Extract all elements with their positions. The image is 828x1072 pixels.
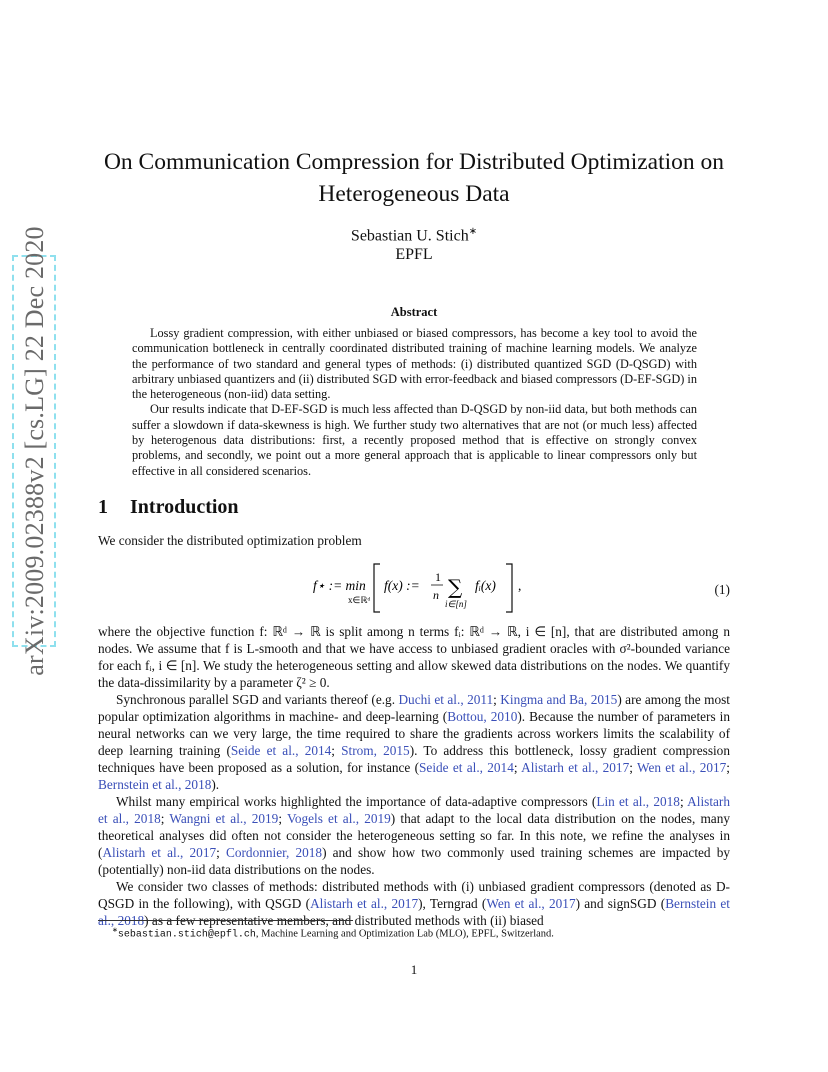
intro-body [98,623,730,929]
text-run: ) and signSGD ( [575,896,666,911]
eq-min-subscript: x∈ℝᵈ [348,595,371,605]
equation-graphic [98,560,730,616]
eq-left-bracket [374,564,380,612]
text-run: ), Terngrad ( [418,896,487,911]
eq-term: fᵢ(x) [475,578,496,593]
abstract-body [132,326,697,479]
citation-link[interactable]: Wen et al., 2017 [636,760,727,775]
citation-link[interactable]: Alistarh et al., 2017 [521,760,630,775]
footnote [112,926,554,941]
text-run: ) and show how two commonly used training schemes are impacted by (potentially) non-iid data distributions on the nodes. [98,845,731,877]
paragraph-parallel-sgd [98,691,730,793]
citation-link[interactable]: Vogels et al., 2019 [286,811,391,826]
footnote-text: , Machine Learning and Optimization Lab (MLO), EPFL, Switzerland. [255,928,554,940]
text-run: Whilst many empirical works highlighted the importance of data-adaptive compressors ( [116,794,597,809]
text-run: ; [160,811,170,826]
citation-link[interactable]: Seide et al., 2014 [419,760,514,775]
paragraph-empirical-works [98,793,730,878]
text-run: ; [331,743,342,758]
paper-title: On Communication Compression for Distributed Optimization on Heterogeneous Data [103,149,725,207]
intro-lead [98,532,730,549]
page-number: 1 [410,962,418,977]
citation-link[interactable]: Alistarh et al., 2017 [102,845,217,860]
abstract-heading: Abstract [390,305,438,319]
footnote-rule [98,920,353,921]
citation-link[interactable]: Wangni et al., 2019 [169,811,279,826]
citation-link[interactable]: Cordonnier, 2018 [225,845,323,860]
eq-sum-symbol: ∑ [448,575,463,599]
citation-link[interactable]: Bernstein et al., 2018 [98,896,730,928]
text-run: ; [216,845,226,860]
text-run: ; [513,760,522,775]
author-footnote-mark[interactable]: ∗ [468,226,478,237]
text-run: ; [493,692,501,707]
citation-link[interactable]: Duchi et al., 2011 [398,692,494,707]
citation-link[interactable]: Lin et al., 2018 [596,794,680,809]
section-heading [98,496,239,519]
footnote-email[interactable]: sebastian.stich@epfl.ch [117,929,256,941]
text-run: Synchronous parallel SGD and variants thereof (e.g. [116,692,399,707]
eq-sum-subscript: i∈[n] [445,599,467,609]
text-run: ). Because the number of parameters in neural networks can we very large, the time required to share the gradients across workers limits the scalability of deep learning training ( [98,709,730,758]
author-block [98,222,730,264]
author-name: Sebastian U. Stich [350,227,469,245]
author-affiliation: EPFL [395,246,433,264]
abstract-paragraph: Our results indicate that D-EF-SGD is much less affected than D-QSGD by non-iid data, but both methods can suffer a slowdown if data-skewness is high. We further study two alternatives that are not (or much less) affected by heterogenous data distributions: first, a recently proposed method that is effective on strongly convex problems, and secondly, we point out a more general approach that is applicable to linear compressors only but effective in all considered scenarios. [132,402,697,478]
text-run: ) that adapt to the local data distribution on the nodes, many theoretical analyses did often not consider the heterogeneous setting so far. In this note, we refine the analyses in ( [98,811,730,860]
citation-link[interactable]: Wen et al., 2017 [486,896,576,911]
text-run: ). [211,777,220,792]
text-run: ; [629,760,637,775]
text-run: ; [726,760,730,775]
equation-number: (1) [714,582,730,597]
paragraph-objective: where the objective function f: ℝᵈ → ℝ is split among n terms fᵢ: ℝᵈ → ℝ, i ∈ [n], that are distributed among n nodes. We assume that f is L-smooth and that we have access to unbiased gradient oracles with σ²-bounded variance for each fᵢ, i ∈ [n]. We study the heterogeneous setting and allow skewed data distributions on the nodes. We quantify the data-dissimilarity by a parameter ζ² ≥ 0. [98,624,730,690]
text-run: ) as a few representative members, and distributed methods with (ii) biased [144,913,544,928]
eq-frac-num: 1 [435,570,441,584]
text-run: ) are among the most popular optimization algorithms in machine- and deep-learning ( [98,692,730,724]
citation-link[interactable]: Alistarh et al., 2017 [310,896,419,911]
citation-link[interactable]: Strom, 2015 [341,743,410,758]
text-run: ; [278,811,287,826]
citation-link[interactable]: Kingma and Ba, 2015 [500,692,618,707]
text-run: We consider two classes of methods: distributed methods with (i) unbiased gradient compressors (denoted as D-QSGD in the following), with QSGD ( [98,879,730,911]
text-run: ). To address this bottleneck, lossy gradient compression techniques have been proposed as a solution, for instance ( [98,743,730,775]
text-run: ; [679,794,688,809]
section-title: Introduction [130,496,239,518]
paragraph-methods [98,878,730,929]
citation-link[interactable]: Seide et al., 2014 [230,743,332,758]
citation-link[interactable]: Alistarh et al., 2018 [98,794,730,826]
citation-link[interactable]: Bernstein et al., 2018 [98,777,212,792]
eq-lhs: f⋆ := min [313,578,366,593]
intro-sentence: We consider the distributed optimization problem [98,533,362,548]
eq-right-bracket [506,564,512,612]
eq-body: f(x) := [384,578,420,593]
arxiv-identifier[interactable]: arXiv:2009.02388v2 [cs.LG] 22 Dec 2020 [20,226,49,676]
eq-frac-den: n [433,588,439,602]
abstract-paragraph: Lossy gradient compression, with either unbiased or biased compressors, has become a key tool to avoid the communication bottleneck in centrally coordinated distributed training of machine learning models. We analyze the performance of two standard and general types of methods: (i) distributed quantized SGD (D-QSGD) with arbitrary unbiased quantizers and (ii) distributed SGD with error-feedback and biased compressors (D-EF-SGD) in the heterogeneous (non-iid) data setting. [132,326,697,402]
eq-comma: , [518,578,522,593]
citation-link[interactable]: Bottou, 2010 [447,709,518,724]
footnote-mark: ∗ [112,926,118,934]
equation-1 [98,560,730,616]
section-number: 1 [98,496,108,518]
